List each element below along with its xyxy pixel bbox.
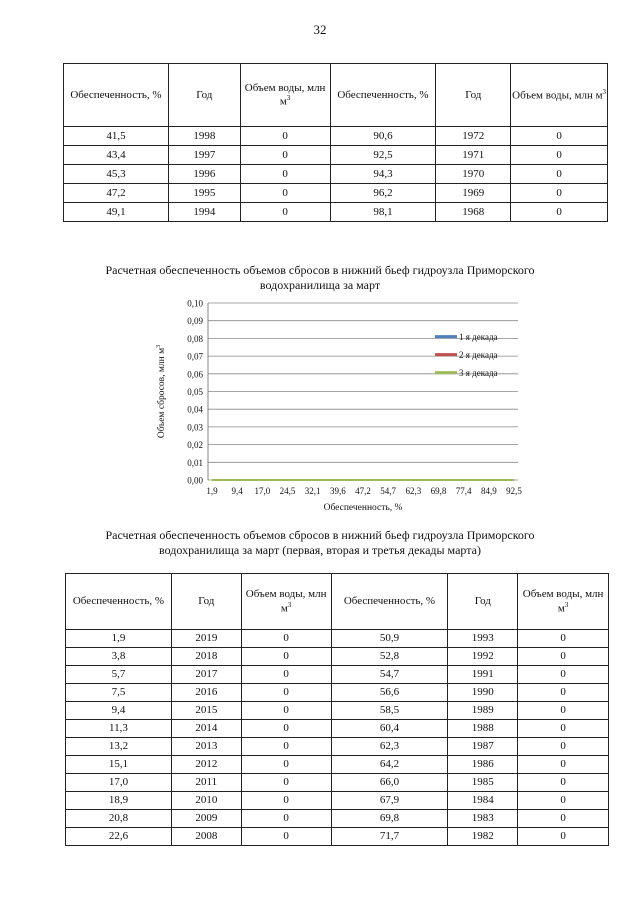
table-cell: 11,3 [66,720,172,738]
table-cell: 0 [518,810,609,828]
table-cell: 0 [241,810,331,828]
table-row [66,774,609,792]
table-cell: 13,2 [66,738,172,756]
table-cell: 0 [518,666,609,684]
table-cell: 15,1 [66,756,172,774]
table-row [64,203,608,222]
table-cell: 9,4 [66,702,172,720]
table-row [66,630,609,648]
table-cell: 2014 [171,720,241,738]
table-cell: 2013 [171,738,241,756]
y-tick-label: 0,05 [187,387,203,397]
table-cell: 52,8 [331,648,448,666]
x-tick-label: 62,3 [405,486,422,496]
y-tick-label: 0,03 [187,422,203,433]
table-row [64,184,608,203]
x-tick-label: 92,5 [506,486,522,496]
y-tick-label: 0,10 [187,298,203,309]
table-cell: 0 [511,203,608,222]
table-row [66,756,609,774]
table-cell: 56,6 [331,684,448,702]
table-cell: 60,4 [331,720,448,738]
table-cell: 1971 [436,146,511,165]
table-cell: 1997 [168,146,240,165]
table-cell: 1993 [448,630,518,648]
table-cell: 0 [511,127,608,146]
x-tick-label: 17,0 [254,486,271,496]
table-row [66,648,609,666]
table-cell: 20,8 [66,810,172,828]
x-tick-label: 47,2 [355,486,371,496]
table-cell: 3,8 [66,648,172,666]
table-cell: 0 [241,630,331,648]
table-cell: 1972 [436,127,511,146]
table-cell: 2008 [171,828,241,846]
table-cell: 18,9 [66,792,172,810]
chart-title: Расчетная обеспеченность объемов сбросов в нижний бьеф гидроузла Приморского водохранилища за март [105,263,535,292]
table-cell: 0 [511,146,608,165]
y-tick-label: 0,00 [187,475,203,486]
y-axis-label [156,345,167,438]
table-cell: 0 [511,184,608,203]
table-cell: 0 [240,203,330,222]
y-tick-label: 0,02 [187,440,203,451]
x-tick-label: 69,8 [430,486,447,496]
table-cell: 0 [518,702,609,720]
table-row [64,146,608,165]
x-tick-label: 54,7 [380,486,397,496]
table-cell: 0 [518,828,609,846]
table2-title: Расчетная обеспеченность объемов сбросов в нижний бьеф гидроузла Приморского водохранилища за март (первая, вторая и третья декады марта) [105,528,535,557]
legend-label: 2 я декада [459,350,498,361]
table-cell: 1983 [448,810,518,828]
table-cell: 62,3 [331,738,448,756]
table-cell: 2018 [171,648,241,666]
table-cell: 0 [241,792,331,810]
table-cell: 2012 [171,756,241,774]
table-cell: 0 [240,146,330,165]
table-cell: 90,6 [330,127,436,146]
x-tick-label: 9,4 [231,486,243,496]
table-cell: 92,5 [330,146,436,165]
table-cell: 0 [241,648,331,666]
table-row [66,666,609,684]
y-axis-label-sup: 3 [156,344,162,348]
table-cell: 45,3 [64,165,169,184]
table-header-row [66,574,609,630]
table-row [64,165,608,184]
table-cell: 1969 [436,184,511,203]
table-cell: 0 [511,165,608,184]
table-cell: 1994 [168,203,240,222]
header-year: Год [171,574,241,630]
table-cell: 0 [518,648,609,666]
table-cell: 0 [518,756,609,774]
table-row [66,792,609,810]
y-axis-label-text: Объем сбросов, млн м [157,347,167,439]
header-year: Год [168,64,240,127]
y-tick-label: 0,06 [187,369,203,380]
table-cell: 1968 [436,203,511,222]
table-row [66,720,609,738]
header-volume: Объем воды, млн $м^3$ [241,574,331,630]
table-cell: 69,8 [331,810,448,828]
table-cell: 0 [241,720,331,738]
table-cell: 17,0 [66,774,172,792]
table-cell: 0 [240,165,330,184]
table-cell: 7,5 [66,684,172,702]
line-chart [150,296,530,516]
x-tick-label: 1,9 [206,486,218,496]
table-cell: 41,5 [64,127,169,146]
table-cell: 50,9 [331,630,448,648]
table-cell: 0 [518,774,609,792]
table-row [66,738,609,756]
x-tick-label: 84,9 [480,486,497,496]
table-cell: 2019 [171,630,241,648]
table-cell: 0 [241,828,331,846]
table-cell: 94,3 [330,165,436,184]
header-volume: Объем воды, млн $м^3$ [518,574,609,630]
table-row [66,702,609,720]
y-tick-label: 0,04 [187,404,203,415]
table-cell: 1,9 [66,630,172,648]
table-cell: 1986 [448,756,518,774]
table-cell: 71,7 [331,828,448,846]
table-cell: 1992 [448,648,518,666]
table-row [66,810,609,828]
table-cell: 1996 [168,165,240,184]
header-volume: Объем воды, млн $м^3$ [511,64,608,127]
table-cell: 0 [518,720,609,738]
table-bottom [65,573,609,846]
table-cell: 1987 [448,738,518,756]
header-provision: Обеспеченность, % [64,64,169,127]
y-tick-label: 0,07 [187,351,203,362]
header-volume: Объем воды, млн $м^3$ [240,64,330,127]
table-cell: 2011 [171,774,241,792]
x-tick-label: 77,4 [455,486,472,496]
x-tick-label: 24,5 [279,486,296,496]
table-cell: 0 [240,127,330,146]
x-tick-label: 39,6 [329,486,346,496]
table-cell: 96,2 [330,184,436,203]
y-tick-label: 0,09 [187,316,203,327]
table-cell: 98,1 [330,203,436,222]
legend-label: 3 я декада [459,368,498,379]
legend-label: 1 я декада [459,332,498,343]
table-cell: 1995 [168,184,240,203]
table-cell: 1982 [448,828,518,846]
table-cell: 1991 [448,666,518,684]
x-tick-label: 32,1 [304,486,321,496]
header-provision: Обеспеченность, % [331,574,448,630]
table-cell: 0 [241,666,331,684]
table-cell: 2010 [171,792,241,810]
table-cell: 0 [518,792,609,810]
table-cell: 67,9 [331,792,448,810]
table-cell: 1998 [168,127,240,146]
table-cell: 43,4 [64,146,169,165]
table-cell: 49,1 [64,203,169,222]
header-year: Год [448,574,518,630]
table-cell: 54,7 [331,666,448,684]
table-cell: 47,2 [64,184,169,203]
header-provision: Обеспеченность, % [330,64,436,127]
x-axis-label: Обеспеченность, % [323,503,403,513]
table-cell: 0 [241,702,331,720]
table-cell: 2016 [171,684,241,702]
table-cell: 0 [241,738,331,756]
table-cell: 0 [518,630,609,648]
y-tick-label: 0,01 [187,457,203,468]
table-cell: 2009 [171,810,241,828]
table-cell: 1990 [448,684,518,702]
table-cell: 1988 [448,720,518,738]
table-cell: 0 [518,684,609,702]
table-cell: 0 [518,738,609,756]
table-cell: 58,5 [331,702,448,720]
table-cell: 0 [241,756,331,774]
header-provision: Обеспеченность, % [66,574,172,630]
table-cell: 66,0 [331,774,448,792]
table-header-row [64,64,608,127]
table-cell: 1984 [448,792,518,810]
table-cell: 64,2 [331,756,448,774]
table-cell: 0 [240,184,330,203]
table-top [63,63,608,222]
table-cell: 22,6 [66,828,172,846]
table-cell: 2017 [171,666,241,684]
y-tick-label: 0,08 [187,333,203,344]
table-row [66,828,609,846]
table-row [66,684,609,702]
table-cell: 2015 [171,702,241,720]
table-cell: 0 [241,684,331,702]
table-cell: 1989 [448,702,518,720]
header-year: Год [436,64,511,127]
table-cell: 0 [241,774,331,792]
table-row [64,127,608,146]
table-cell: 5,7 [66,666,172,684]
table-cell: 1985 [448,774,518,792]
table-cell: 1970 [436,165,511,184]
page-number: 32 [313,22,327,37]
